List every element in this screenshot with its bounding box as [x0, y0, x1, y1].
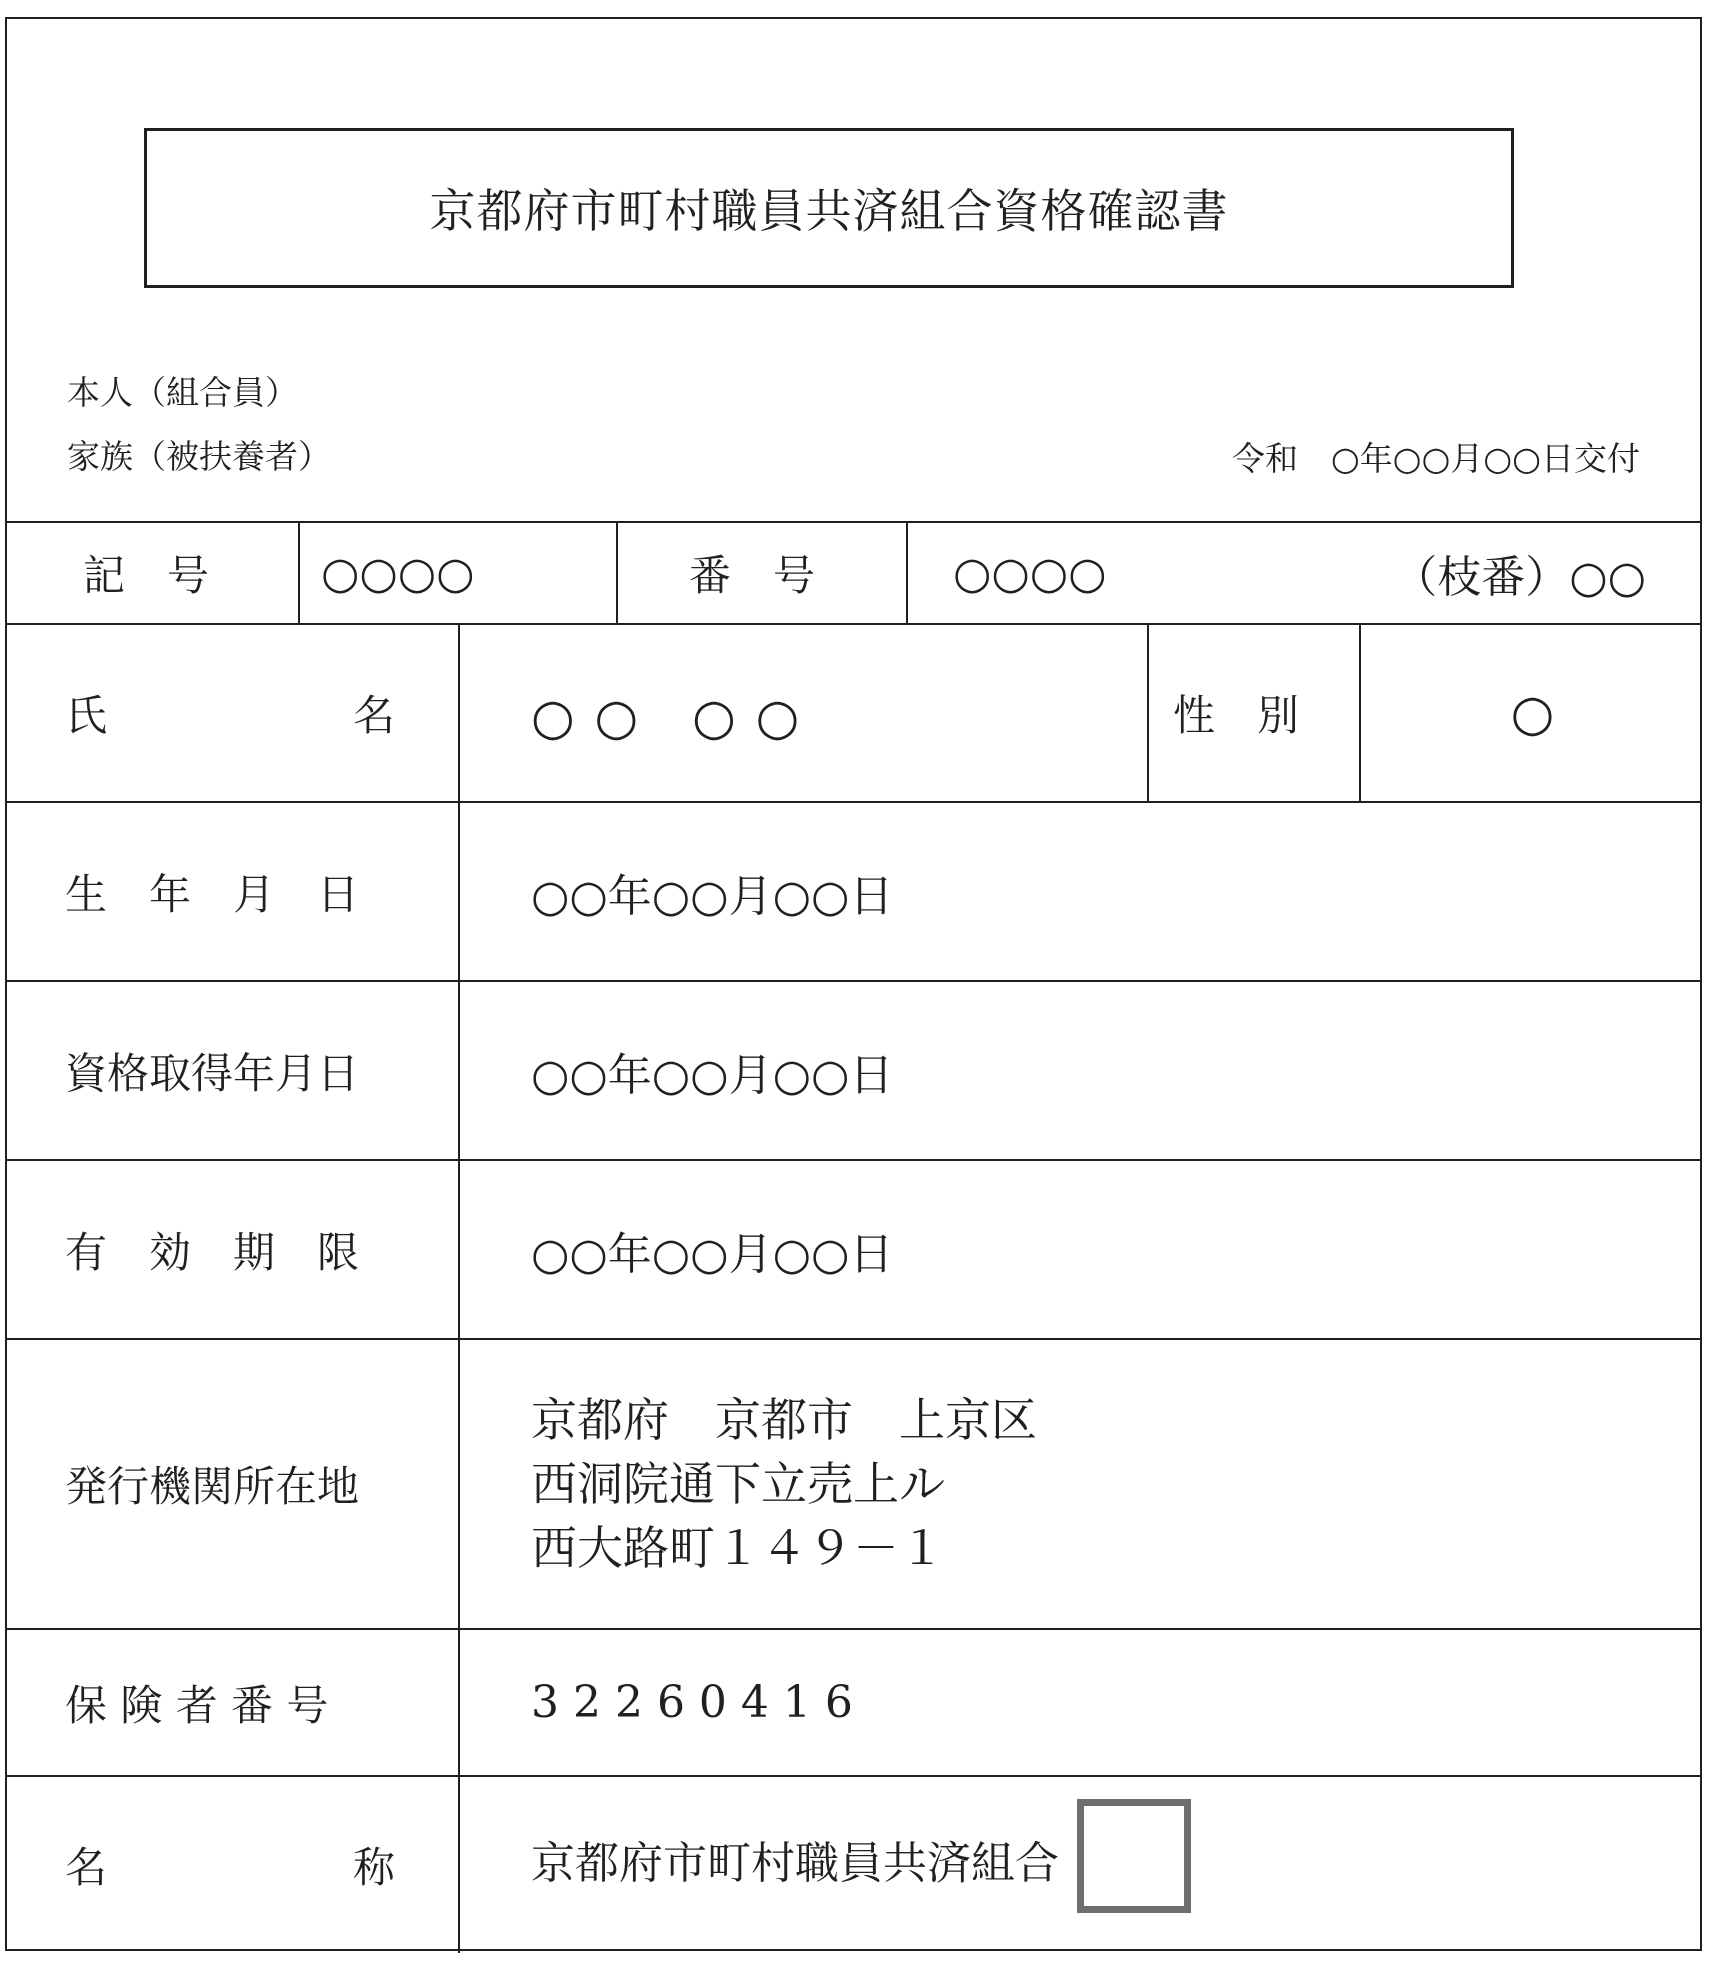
divider-label-column [458, 623, 460, 1953]
sex-label: 性 別 [1173, 691, 1300, 740]
issuer-address-value-cell [531, 1340, 1037, 1628]
divider-number-label [616, 521, 618, 623]
name-label-left-cell [65, 625, 107, 801]
symbol-label-cell [83, 523, 209, 623]
expiry-date-value-cell [531, 1161, 893, 1338]
insurer-name-value-cell [531, 1819, 1059, 1899]
insurer-name-label-left-cell [65, 1777, 107, 1953]
birthdate-label-cell [65, 803, 359, 980]
issuer-address-line-3: 西大路町１４９－１ [531, 1521, 945, 1575]
birthdate-value-cell [531, 803, 893, 980]
sex-value: ○ [1510, 684, 1555, 742]
expiry-date-label-cell [65, 1161, 359, 1338]
expiry-date-value: ○○年○○月○○日 [531, 1228, 894, 1280]
family-label: 家族（被扶養者） [67, 437, 331, 476]
acquisition-date-label-cell [65, 982, 359, 1159]
symbol-value-cell [321, 523, 475, 623]
number-value: ○○○○ [953, 547, 1107, 599]
birthdate-label: 生 年 月 日 [65, 869, 360, 919]
member-label: 本人（組合員） [67, 373, 298, 412]
name-label-left: 氏 [65, 691, 108, 740]
issuer-address-line-1: 京都府 京都市 上京区 [531, 1393, 1037, 1447]
issuer-address-line-2: 西洞院通下立売上ル [531, 1457, 945, 1511]
issuer-address-label: 発行機関所在地 [65, 1462, 360, 1511]
birthdate-value: ○○年○○月○○日 [531, 870, 894, 922]
document-title: 京都府市町村職員共済組合資格確認書 [429, 184, 1229, 238]
rule-8 [7, 1775, 1700, 1777]
number-label: 番 号 [689, 551, 816, 600]
name-label-right-cell [353, 625, 395, 801]
issuer-address [531, 1388, 1037, 1580]
number-value-cell [953, 523, 1107, 623]
branch-number-cell [1393, 523, 1646, 623]
insurer-name-label-right-cell [353, 1777, 395, 1953]
name-value-cell [531, 625, 801, 801]
sex-value-cell [1361, 625, 1704, 801]
insurer-number-value: 3 2 2 6 0 4 1 6 [531, 1677, 853, 1728]
symbol-label: 記 号 [83, 551, 210, 600]
seal-stamp-box [1077, 1799, 1191, 1913]
issuer-address-label-cell [65, 1340, 359, 1628]
divider-number-value [906, 521, 908, 623]
acquisition-date-value-cell [531, 982, 893, 1159]
acquisition-date-value: ○○年○○月○○日 [531, 1049, 894, 1101]
number-label-cell [689, 523, 815, 623]
acquisition-date-label: 資格取得年月日 [65, 1048, 360, 1098]
name-label-right: 名 [353, 691, 396, 740]
divider-sex-label [1147, 623, 1149, 801]
insurer-number-label: 保 険 者 番 号 [65, 1680, 329, 1730]
insurer-name-label-right: 称 [353, 1843, 396, 1892]
symbol-value: ○○○○ [321, 547, 475, 599]
qualification-certificate [5, 17, 1702, 1951]
insurer-number-value-cell [531, 1630, 853, 1775]
sex-label-cell [1173, 625, 1299, 801]
name-value: ○ ○ ○ ○ [531, 688, 802, 746]
branch-number: （枝番）○○ [1393, 552, 1646, 603]
insurer-name-value: 京都府市町村職員共済組合 [531, 1838, 1059, 1889]
expiry-date-label: 有 効 期 限 [65, 1227, 360, 1277]
insurer-number-label-cell [65, 1630, 328, 1775]
insurer-name-label-left: 名 [65, 1843, 108, 1892]
issue-date: 令和 ○年○○月○○日交付 [1232, 439, 1640, 478]
title-box [144, 128, 1514, 288]
divider-symbol [298, 521, 300, 623]
